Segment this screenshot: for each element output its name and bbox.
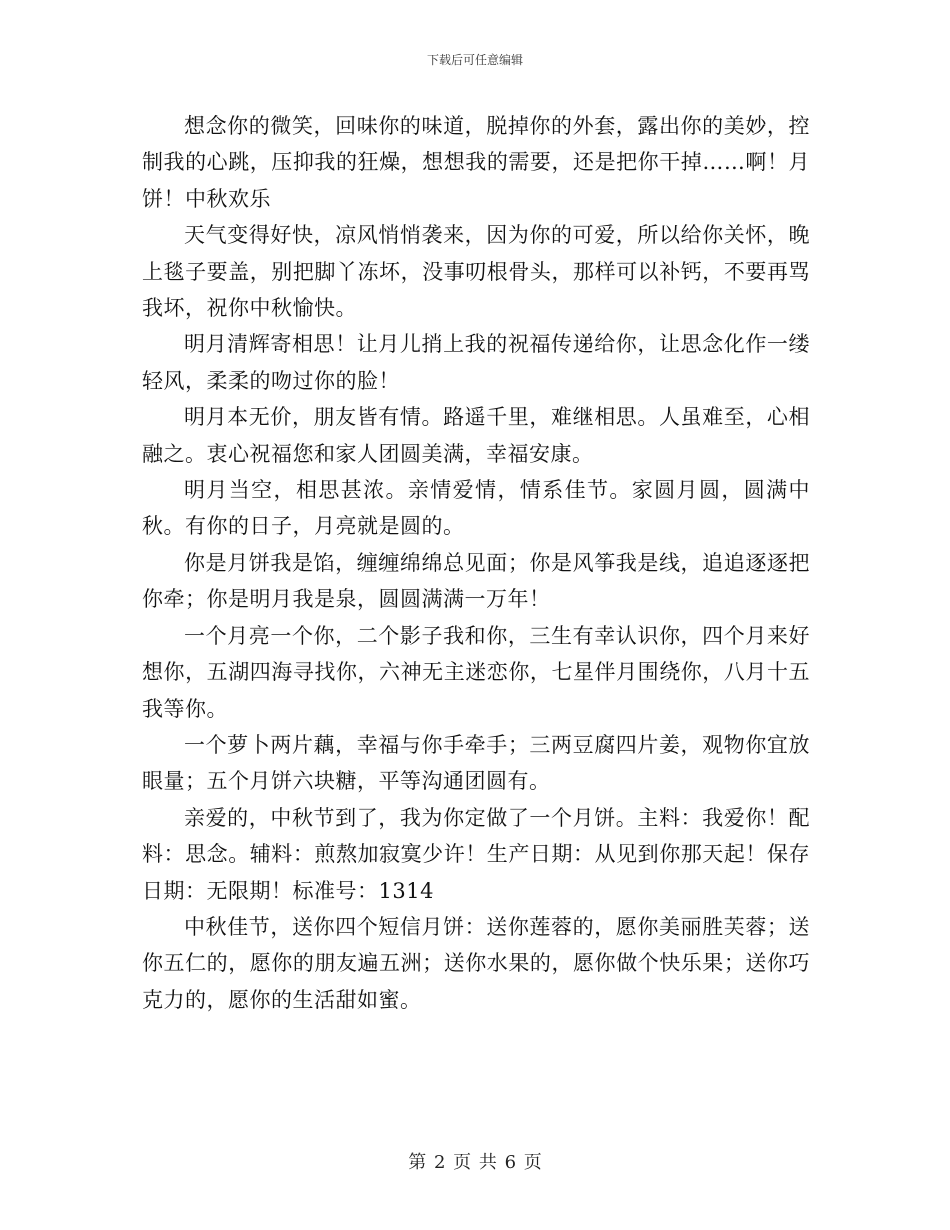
paragraph: 想念你的微笑，回味你的味道，脱掉你的外套，露出你的美妙，控制我的心跳，压抑我的狂燥，想想我的需要，还是把你干掉……啊！月饼！中秋欢乐 — [142, 114, 810, 211]
paragraph: 你是月饼我是馅，缠缠绵绵总见面；你是风筝我是线，追追逐逐把你牵；你是明月我是泉，圆圆满满一万年！ — [142, 550, 810, 612]
paragraph: 明月清辉寄相思！让月儿捎上我的祝福传递给你，让思念化作一缕轻风，柔柔的吻过你的脸！ — [142, 332, 810, 393]
paragraph: 一个月亮一个你，二个影子我和你，三生有幸认识你，四个月来好想你，五湖四海寻找你，六神无主迷恋你，七星伴月围绕你，八月十五我等你。 — [142, 623, 810, 721]
paragraph: 亲爱的，中秋节到了，我为你定做了一个月饼。主料：我爱你！配料：思念。辅料：煎熬加寂寞少许！生产日期：从见到你那天起！保存日期：无限期！标准号：1314 — [142, 805, 810, 903]
document-body — [142, 108, 810, 1018]
paragraph: 明月当空，相思甚浓。亲情爱情，情系佳节。家圆月圆，圆满中秋。有你的日子，月亮就是圆的。 — [142, 478, 810, 539]
paragraph: 一个萝卜两片藕，幸福与你手牵手；三两豆腐四片姜，观物你宜放眼量；五个月饼六块糖，平等沟通团圆有。 — [142, 732, 810, 794]
paragraph: 明月本无价，朋友皆有情。路遥千里，难继相思。人虽难至，心相融之。衷心祝福您和家人团圆美满，幸福安康。 — [142, 405, 810, 466]
page-header: 下载后可任意编辑 — [426, 53, 523, 67]
paragraph: 中秋佳节，送你四个短信月饼：送你莲蓉的，愿你美丽胜芙蓉；送你五仁的，愿你的朋友遍五洲；送你水果的，愿你做个快乐果；送你巧克力的，愿你的生活甜如蜜。 — [142, 914, 810, 1012]
paragraph: 天气变得好快，凉风悄悄袭来，因为你的可爱，所以给你关怀，晚上毯子要盖，别把脚丫冻坏，没事叨根骨头，那样可以补钙，不要再骂我坏，祝你中秋愉快。 — [142, 223, 810, 321]
page-number: 第 2 页 共 6 页 — [408, 1152, 542, 1173]
